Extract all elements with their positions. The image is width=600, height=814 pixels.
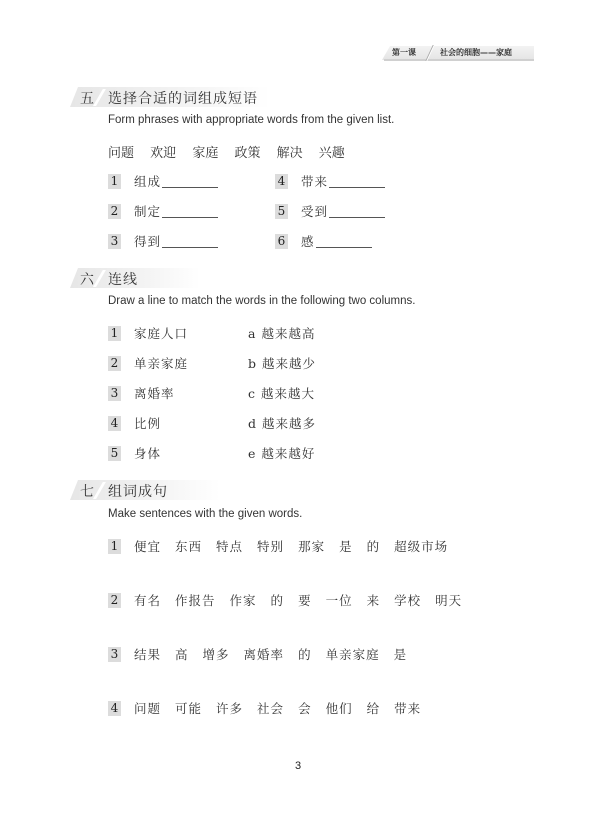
- answer-blank[interactable]: [316, 235, 372, 248]
- item-number: 1: [108, 539, 121, 554]
- word: 东西: [175, 539, 203, 554]
- word: 的: [298, 647, 312, 662]
- match-right-item: [248, 354, 316, 372]
- item-number: 5: [275, 204, 288, 219]
- section-6-heading: [70, 268, 200, 290]
- item-number: 4: [108, 416, 121, 431]
- word: 学校: [394, 593, 422, 608]
- word: 增多: [202, 647, 230, 662]
- item-letter: a: [248, 326, 257, 341]
- section-5-heading: [70, 87, 270, 109]
- match-left-item: [108, 444, 161, 462]
- item-number: 4: [275, 174, 288, 189]
- word: 离婚率: [243, 647, 285, 662]
- section-6-instruction: Draw a line to match the words in the following two columns.: [108, 295, 416, 307]
- word: 高: [175, 647, 189, 662]
- item-text: 得到: [134, 234, 162, 249]
- word-bank: [108, 142, 357, 161]
- word-bank-item: 政策: [234, 146, 261, 161]
- item-number: 5: [108, 446, 121, 461]
- item-text: 越来越多: [262, 416, 317, 431]
- word: 他们: [325, 701, 353, 716]
- match-right-item: [248, 414, 316, 432]
- item-number: 4: [108, 701, 121, 716]
- sentence-item: [108, 591, 476, 609]
- item-letter: d: [248, 416, 258, 431]
- item-number: 3: [108, 386, 121, 401]
- item-text: 越来越大: [261, 386, 316, 401]
- word: 的: [270, 593, 285, 608]
- word-group: [134, 591, 476, 609]
- answer-blank[interactable]: [329, 205, 385, 218]
- word: 作报告: [175, 593, 216, 608]
- word: 会: [298, 701, 312, 716]
- phrase-item: [275, 232, 372, 250]
- header-lesson: 第一课: [392, 48, 416, 57]
- section-number: 六: [80, 272, 94, 288]
- item-number: 1: [108, 174, 121, 189]
- item-text: 组成: [134, 174, 162, 189]
- word: 给: [366, 701, 381, 716]
- item-text: 受到: [301, 204, 329, 219]
- item-number: 2: [108, 356, 121, 371]
- word: 作家: [229, 593, 257, 608]
- phrase-item: [108, 232, 218, 250]
- page-number: 3: [295, 760, 302, 772]
- word: 社会: [257, 701, 285, 716]
- word: 特点: [216, 539, 244, 554]
- match-right-item: [248, 444, 315, 462]
- item-number: 2: [108, 204, 121, 219]
- match-left-item: [108, 384, 175, 402]
- word: 的: [366, 539, 381, 554]
- item-text: 离婚率: [134, 386, 175, 401]
- item-text: 单亲家庭: [134, 356, 189, 371]
- section-title: 组词成句: [108, 484, 168, 500]
- item-text: 制定: [134, 204, 162, 219]
- word: 问题: [134, 701, 162, 716]
- word: 带来: [394, 701, 422, 716]
- sentence-item: [108, 645, 421, 663]
- word: 单亲家庭: [325, 647, 380, 662]
- header-title: 社会的细胞——家庭: [440, 48, 512, 57]
- item-letter: c: [248, 386, 257, 401]
- word-bank-item: 家庭: [192, 146, 219, 161]
- word-group: [134, 645, 421, 663]
- word-bank-item: 兴趣: [318, 146, 345, 161]
- match-left-item: [108, 414, 161, 432]
- match-left-item: [108, 354, 188, 372]
- section-number: 五: [80, 91, 94, 107]
- word: 特别: [257, 539, 285, 554]
- word: 有名: [134, 593, 162, 608]
- phrase-item: [275, 172, 385, 190]
- item-letter: b: [248, 356, 258, 371]
- item-text: 感: [301, 234, 315, 249]
- word-bank-item: 解决: [276, 146, 303, 161]
- item-text: 带来: [301, 174, 329, 189]
- section-title: 连线: [108, 272, 138, 288]
- word-group: [134, 699, 435, 717]
- answer-blank[interactable]: [162, 175, 218, 188]
- item-letter: e: [248, 446, 257, 461]
- word: 是: [393, 647, 408, 662]
- word: 来: [366, 593, 381, 608]
- phrase-item: [275, 202, 385, 220]
- word: 可能: [175, 701, 203, 716]
- answer-blank[interactable]: [329, 175, 385, 188]
- word: 那家: [298, 539, 326, 554]
- match-left-item: [108, 324, 188, 342]
- match-right-item: [248, 384, 315, 402]
- word-bank-item: 问题: [108, 146, 135, 161]
- header-underline: [384, 59, 534, 61]
- item-number: 3: [108, 234, 121, 249]
- sentence-item: [108, 699, 435, 717]
- item-text: 越来越好: [261, 446, 316, 461]
- phrase-item: [108, 172, 218, 190]
- word: 是: [339, 539, 353, 554]
- word-bank-item: 欢迎: [150, 146, 177, 161]
- item-text: 比例: [134, 416, 162, 431]
- section-number: 七: [80, 484, 94, 500]
- answer-blank[interactable]: [162, 205, 218, 218]
- answer-blank[interactable]: [162, 235, 218, 248]
- word: 许多: [216, 701, 244, 716]
- item-text: 身体: [134, 446, 162, 461]
- word-group: [134, 537, 462, 555]
- running-header: [382, 46, 534, 60]
- section-5-instruction: Form phrases with appropriate words from the given list.: [108, 114, 395, 126]
- item-number: 2: [108, 593, 121, 608]
- word: 便宜: [134, 539, 162, 554]
- section-7-instruction: Make sentences with the given words.: [108, 508, 303, 520]
- item-text: 家庭人口: [134, 326, 189, 341]
- item-text: 越来越高: [261, 326, 316, 341]
- section-7-heading: [70, 480, 220, 502]
- item-number: 3: [108, 647, 121, 662]
- match-right-item: [248, 324, 315, 342]
- sentence-item: [108, 537, 462, 555]
- word: 要: [298, 593, 312, 608]
- section-title: 选择合适的词组成短语: [108, 91, 258, 107]
- word: 结果: [134, 647, 162, 662]
- word: 超级市场: [394, 539, 449, 554]
- phrase-item: [108, 202, 218, 220]
- word: 一位: [325, 593, 353, 608]
- item-number: 6: [275, 234, 288, 249]
- item-number: 1: [108, 326, 121, 341]
- word: 明天: [435, 593, 463, 608]
- item-text: 越来越少: [262, 356, 317, 371]
